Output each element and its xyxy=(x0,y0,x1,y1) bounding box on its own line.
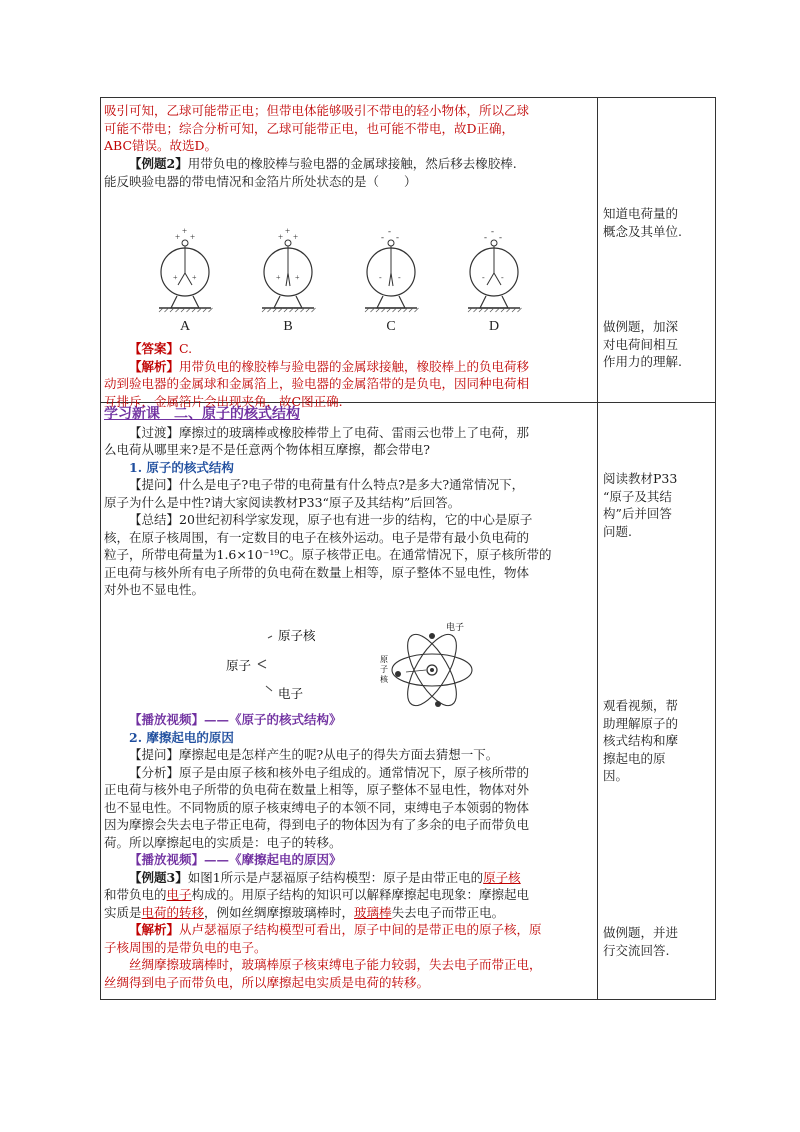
svg-text:-: - xyxy=(388,228,391,236)
text-line: 观看视频，帮 xyxy=(603,698,679,713)
text-line: 因。 xyxy=(603,768,629,783)
text-line: 荷。所以摩擦起电的实质是：电子的转移。 xyxy=(104,834,342,850)
analysis-tag: 【分析】 xyxy=(129,764,180,780)
electroscope-label: A xyxy=(179,319,191,334)
label-atom: 原子 xyxy=(226,659,252,673)
example-2-answer xyxy=(104,340,592,410)
text-line: 正电荷与核外电子所带的负电荷在数量上相等，原子整体不显电性，物体对外 xyxy=(104,782,530,797)
svg-text:+: + xyxy=(276,273,281,282)
svg-text:+: + xyxy=(182,228,188,236)
transition-tag: 【过渡】 xyxy=(129,424,180,440)
text-line: ABC错误。故选D。 xyxy=(104,138,218,153)
label-right-nucleus-vertical xyxy=(380,655,389,684)
svg-text:-: - xyxy=(499,232,502,242)
text-line: “原子及其结 xyxy=(603,488,672,504)
text-line: 什么是电子?电子带的电荷量有什么特点?是多大?通常情况下， xyxy=(179,477,525,492)
text-line: 丝绸得到电子而带负电，所以摩擦起电实质是电荷的转移。 xyxy=(104,974,430,990)
side-note xyxy=(603,318,711,371)
electroscope-figure xyxy=(140,228,540,338)
text-line: 问题. xyxy=(603,523,632,539)
section-2-part-2 xyxy=(104,711,592,991)
example-2 xyxy=(104,155,592,190)
svg-text:-: - xyxy=(501,273,504,282)
text-line: 互排斥，金属箔片会出现夹角，故C图正确. xyxy=(104,393,343,409)
svg-text:+: + xyxy=(293,232,299,242)
label-electron: 电子 xyxy=(278,687,304,701)
text-line: 摩擦过的玻璃棒或橡胶棒带上了电荷、雷雨云也带上了电荷，那 xyxy=(179,424,530,440)
text-line: 吸引可知，乙球可能带正电；但带电体能够吸引不带电的轻小物体，所以乙球 xyxy=(104,103,530,118)
electroscope-c xyxy=(365,228,419,334)
text-line: 对电荷间相互 xyxy=(603,336,679,352)
text-line: 可能不带电；综合分析可知，乙球可能带正电，也可能不带电，故D正确， xyxy=(104,120,515,136)
example-2-tag: 【例题2】 xyxy=(129,156,188,171)
blank-answer: 玻璃棒 xyxy=(354,904,392,920)
section-heading: 学习新课 二、原子的核式结构 xyxy=(104,406,300,422)
text-line: 行交流回答. xyxy=(603,942,670,958)
blank-answer: 电子 xyxy=(166,887,192,902)
electroscope-label: B xyxy=(283,319,293,334)
video-link[interactable]: 【播放视频】——《原子的核式结构》 xyxy=(129,712,342,727)
text-line: 知道电荷量的 xyxy=(603,206,679,221)
column-divider xyxy=(597,97,598,1000)
svg-text:+: + xyxy=(295,273,300,282)
svg-text:-: - xyxy=(398,273,401,282)
answer-tag: 【答案】 xyxy=(129,341,180,356)
text-line: 对外也不显电性。 xyxy=(104,582,205,597)
text-segment: 实质是 xyxy=(104,904,142,920)
text-line: 用带负电的橡胶棒与验电器的金属球接触，橡胶棒上的负电荷移 xyxy=(179,358,530,374)
side-note xyxy=(603,697,711,785)
text-line: 么电荷从哪里来?是不是任意两个物体相互摩擦，都会带电? xyxy=(104,442,430,457)
analysis-tag: 【解析】 xyxy=(129,358,180,374)
text-line: 核式结构和摩 xyxy=(603,733,679,748)
blank-answer: 原子核 xyxy=(483,869,521,885)
text-line: 阅读教材P33 xyxy=(603,471,678,486)
side-note xyxy=(603,205,711,240)
ask-tag: 【提问】 xyxy=(129,477,180,492)
text-line: 做例题，并进 xyxy=(603,925,679,940)
svg-text:-: - xyxy=(491,228,494,236)
svg-text:-: - xyxy=(484,232,487,242)
text-line: 核，在原子核周围，有一定数目的电子在核外运动。电子是带有最小负电荷的 xyxy=(104,529,530,545)
electroscope-label: C xyxy=(386,319,396,334)
text-line: 原子是由原子核和核外电子组成的。通常情况下，原子核所带的 xyxy=(179,764,530,780)
ask-tag: 【提问】 xyxy=(129,747,180,762)
svg-text:原: 原 xyxy=(380,655,388,664)
text-segment: 构成的。用原子结构的知识可以解释摩擦起电现象：摩擦起电 xyxy=(191,887,530,902)
text-line: 构”后并回答 xyxy=(603,506,672,521)
label-nucleus: 原子核 xyxy=(278,629,316,643)
svg-text:-: - xyxy=(379,273,382,282)
text-line: 20世纪初科学家发现，原子也有进一步的结构，它的中心是原子 xyxy=(179,512,533,527)
text-line: 擦起电的原 xyxy=(603,750,666,766)
summary-tag: 【总结】 xyxy=(129,512,180,527)
svg-text:+: + xyxy=(192,273,197,282)
label-right-electron: 电子 xyxy=(446,622,465,632)
text-line: 也不显电性。不同物质的原子核束缚电子的本领不同，束缚电子本领弱的物体 xyxy=(104,799,530,815)
atom-diagram xyxy=(220,618,480,710)
svg-text:+: + xyxy=(190,232,196,242)
text-segment: 和带负电的 xyxy=(104,887,167,902)
prev-example-analysis xyxy=(104,102,592,155)
text-line: 作用力的理解. xyxy=(603,354,682,369)
text-line: 助理解原子的 xyxy=(603,715,679,731)
svg-text:核: 核 xyxy=(380,675,388,684)
video-link[interactable]: 【播放视频】——《摩擦起电的原因》 xyxy=(129,852,342,867)
svg-text:+: + xyxy=(173,273,178,282)
section-2 xyxy=(104,406,592,599)
text-line: 能反映验电器的带电情况和金箔片所处状态的是（ ） xyxy=(104,173,417,189)
subheading: 1. 原子的核式结构 xyxy=(129,459,234,475)
text-line: 丝绸摩擦玻璃棒时，玻璃棒原子核束缚电子能力较弱，失去电子而带正电， xyxy=(129,957,542,972)
text-line: 子核周围的是带负电的电子。 xyxy=(104,939,267,955)
text-segment: 如图1所示是卢瑟福原子结构模型：原子是由带正电的 xyxy=(187,869,484,885)
svg-text:子: 子 xyxy=(380,665,388,674)
text-line: 粒子，所带电荷量为1.6×10⁻¹⁹C。原子核带正电。在通常情况下，原子核所带的 xyxy=(104,547,552,562)
electroscope-label: D xyxy=(488,319,500,334)
text-segment: ，例如丝绸摩擦玻璃棒时， xyxy=(204,904,355,920)
electroscope-a xyxy=(159,228,213,334)
subheading: 2. 摩擦起电的原因 xyxy=(129,729,234,745)
text-line: 概念及其单位. xyxy=(603,223,682,239)
text-line: 用带负电的橡胶棒与验电器的金属球接触，然后移去橡胶棒. xyxy=(187,156,517,171)
side-note xyxy=(603,470,711,540)
text-line: 摩擦起电是怎样产生的呢?从电子的得失方面去猜想一下。 xyxy=(179,747,499,762)
text-line: 因为摩擦会失去电子带正电荷，得到电子的物体因为有了多余的电子而带负电 xyxy=(104,817,530,832)
text-line: 正电荷与核外所有电子所带的负电荷在数量上相等，原子整体不显电性，物体 xyxy=(104,564,530,580)
text-line: 动到验电器的金属球和金属箔上，验电器的金属箔带的是负电，因同种电荷相 xyxy=(104,376,530,391)
side-note xyxy=(603,924,711,959)
svg-text:-: - xyxy=(482,273,485,282)
text-line: 从卢瑟福原子结构模型可看出，原子中间的是带正电的原子核，原 xyxy=(179,922,542,937)
svg-text:-: - xyxy=(396,232,399,242)
electroscope-d xyxy=(468,228,522,334)
electroscope-b xyxy=(262,228,316,334)
text-segment: 失去电子而带正电。 xyxy=(391,904,505,920)
text-line: 做例题，加深 xyxy=(603,319,679,334)
svg-text:+: + xyxy=(175,232,181,242)
analysis-tag: 【解析】 xyxy=(129,922,180,937)
text-line: 原子为什么是中性?请大家阅读教材P33“原子及其结构”后回答。 xyxy=(104,494,461,510)
svg-text:+: + xyxy=(278,232,284,242)
blank-answer: 电荷的转移 xyxy=(141,904,205,920)
example-3-tag: 【例题3】 xyxy=(129,869,188,885)
svg-text:+: + xyxy=(285,228,291,236)
answer-text: C. xyxy=(179,341,193,356)
svg-text:-: - xyxy=(381,232,384,242)
